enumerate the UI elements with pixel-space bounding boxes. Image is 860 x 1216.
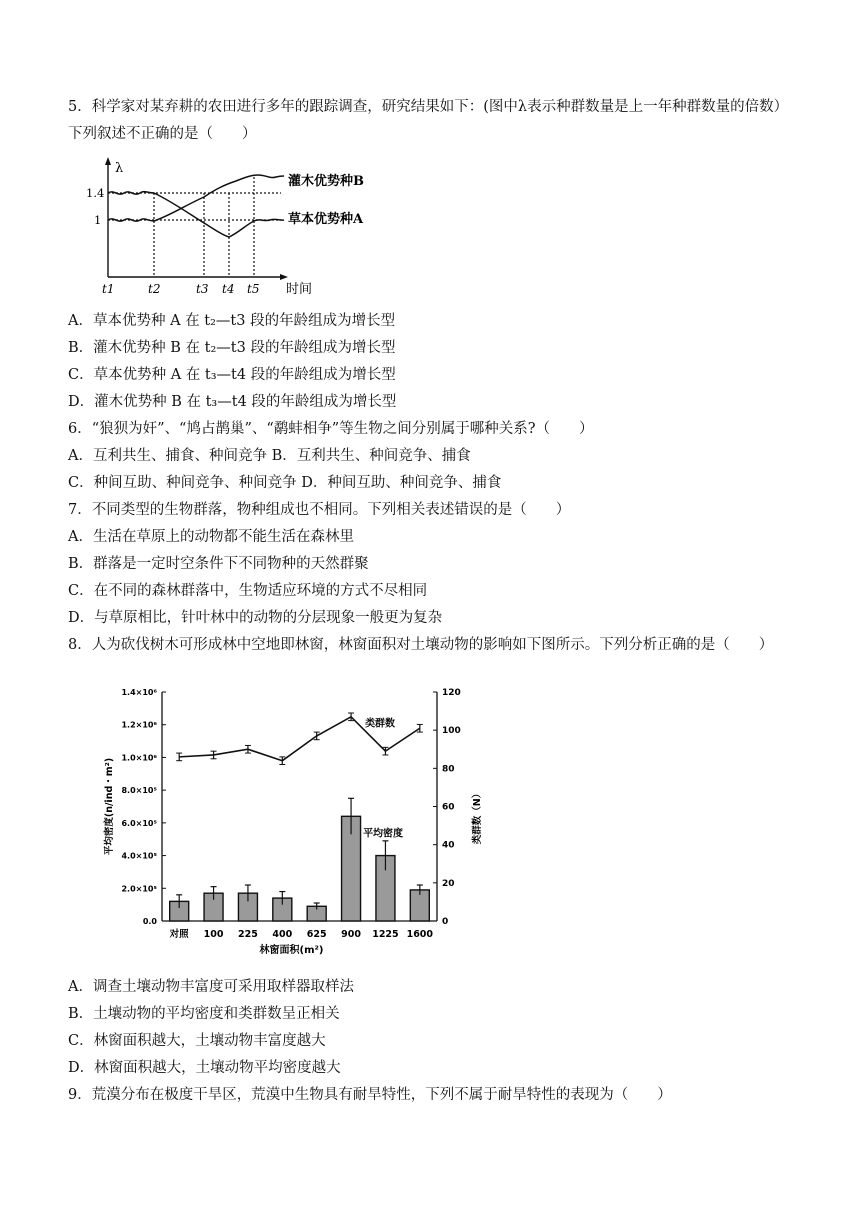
left-tick-label: 1.4×10⁶ xyxy=(121,688,157,697)
right-tick-label: 120 xyxy=(442,688,461,698)
right-tick-label: 0 xyxy=(442,917,449,927)
left-tick-label: 2.0×10⁵ xyxy=(121,884,157,894)
x-tick-t3: t3 xyxy=(196,282,209,296)
category-label: 900 xyxy=(341,929,361,940)
left-tick-label: 1.0×10⁶ xyxy=(121,753,157,763)
q6-options-row-1: A．互利共生、捕食、种间竞争 B．互利共生、种间竞争、捕食 xyxy=(68,448,471,464)
right-tick-label: 40 xyxy=(442,840,455,851)
q5-option-b: B．灌木优势种 B 在 t₂—t3 段的年龄组成为增长型 xyxy=(68,340,396,356)
left-tick-label: 6.0×10⁵ xyxy=(121,818,157,828)
category-label: 400 xyxy=(272,929,293,940)
x-tick-t5: t5 xyxy=(247,282,260,296)
q5-option-d: D．灌木优势种 B 在 t₃—t4 段的年龄组成为增长型 xyxy=(68,394,397,410)
series-label-b: 灌木优势种B xyxy=(288,174,364,189)
q5-option-c: C．草本优势种 A 在 t₃—t4 段的年龄组成为增长型 xyxy=(68,367,396,383)
category-label: 1600 xyxy=(406,929,434,940)
left-tick-label: 1.2×10⁶ xyxy=(121,720,157,730)
question-9-stem: 9．荒漠分布在极度干旱区，荒漠中生物具有耐旱特性，下列不属于耐旱特性的表现为（ ） xyxy=(68,1087,672,1103)
q8-option-a: A．调查土壤动物丰富度可采用取样器取样法 xyxy=(68,979,354,995)
right-tick-label: 100 xyxy=(442,726,461,737)
category-label: 225 xyxy=(238,929,258,940)
q7-option-d: D．与草原相比，针叶林中的动物的分层现象一般更为复杂 xyxy=(68,610,443,626)
right-axis-title: 类群数（N） xyxy=(472,788,483,845)
question-5-stem: 5．科学家对某弃耕的农田进行多年的跟踪调查，研究结果如下：(图中λ表示种群数量是上一年种群数量的倍数）下列叙述不正确的是（ ） xyxy=(68,99,789,142)
q6-options-row-2: C．种间互助、种间竞争、种间竞争 D．种间互助、种间竞争、捕食 xyxy=(68,475,502,491)
right-tick-label: 80 xyxy=(442,764,455,775)
right-tick-label: 20 xyxy=(442,878,455,889)
left-tick-label: 0.0 xyxy=(142,917,157,926)
y-tick-1.4: 1.4 xyxy=(86,186,105,200)
q8-option-b: B．土壤动物的平均密度和类群数呈正相关 xyxy=(68,1006,340,1022)
q7-option-b: B．群落是一定时空条件下不同物种的天然群聚 xyxy=(68,556,369,572)
left-tick-label: 4.0×10⁵ xyxy=(121,851,157,861)
series-label-a: 草本优势种A xyxy=(288,212,364,227)
left-tick-label: 8.0×10⁵ xyxy=(121,786,157,796)
curve-shrub-b xyxy=(108,175,284,221)
x-tick-t1: t1 xyxy=(102,282,115,296)
curve-herb-a xyxy=(108,192,284,237)
question-7-stem: 7．不同类型的生物群落，物种组成也不相同。下列相关表述错误的是（ ） xyxy=(68,502,571,518)
category-label: 1225 xyxy=(372,929,399,940)
y-tick-1: 1 xyxy=(94,213,102,227)
q8-option-c: C．林窗面积越大，土壤动物丰富度越大 xyxy=(68,1033,326,1049)
forest-gap-chart xyxy=(92,676,492,966)
category-label: 对照 xyxy=(169,929,189,940)
lambda-time-figure xyxy=(86,155,386,300)
left-axis-title: 平均密度(n/ind・m²) xyxy=(104,757,115,856)
question-6-stem: 6．“狼狈为奸”、“鸠占鹊巢”、“鹬蚌相争”等生物之间分别属于哪种关系?（ ） xyxy=(68,421,594,437)
question-8-stem: 8．人为砍伐树木可形成林中空地即林窗，林窗面积对土壤动物的影响如下图所示。下列分析正确的是（ ） xyxy=(68,637,774,653)
x-tick-t2: t2 xyxy=(148,282,161,296)
q7-option-a: A．生活在草原上的动物都不能生活在森林里 xyxy=(68,529,354,545)
series-label-group-count: 类群数 xyxy=(365,718,396,730)
q5-option-a: A．草本优势种 A 在 t₂—t3 段的年龄组成为增长型 xyxy=(68,313,396,329)
series-label-density: 平均密度 xyxy=(363,828,404,840)
category-label: 625 xyxy=(306,929,327,940)
q8-option-d: D．林窗面积越大，土壤动物平均密度越大 xyxy=(68,1060,341,1076)
category-label: 100 xyxy=(203,929,224,940)
x-tick-t4: t4 xyxy=(222,282,235,296)
q7-option-c: C．在不同的森林群落中，生物适应环境的方式不尽相同 xyxy=(68,583,428,599)
y-symbol: λ xyxy=(115,161,124,176)
right-tick-label: 60 xyxy=(442,802,455,813)
x-axis-label: 时间 xyxy=(286,282,313,297)
x-axis-title: 林窗面积(m²) xyxy=(259,945,324,956)
